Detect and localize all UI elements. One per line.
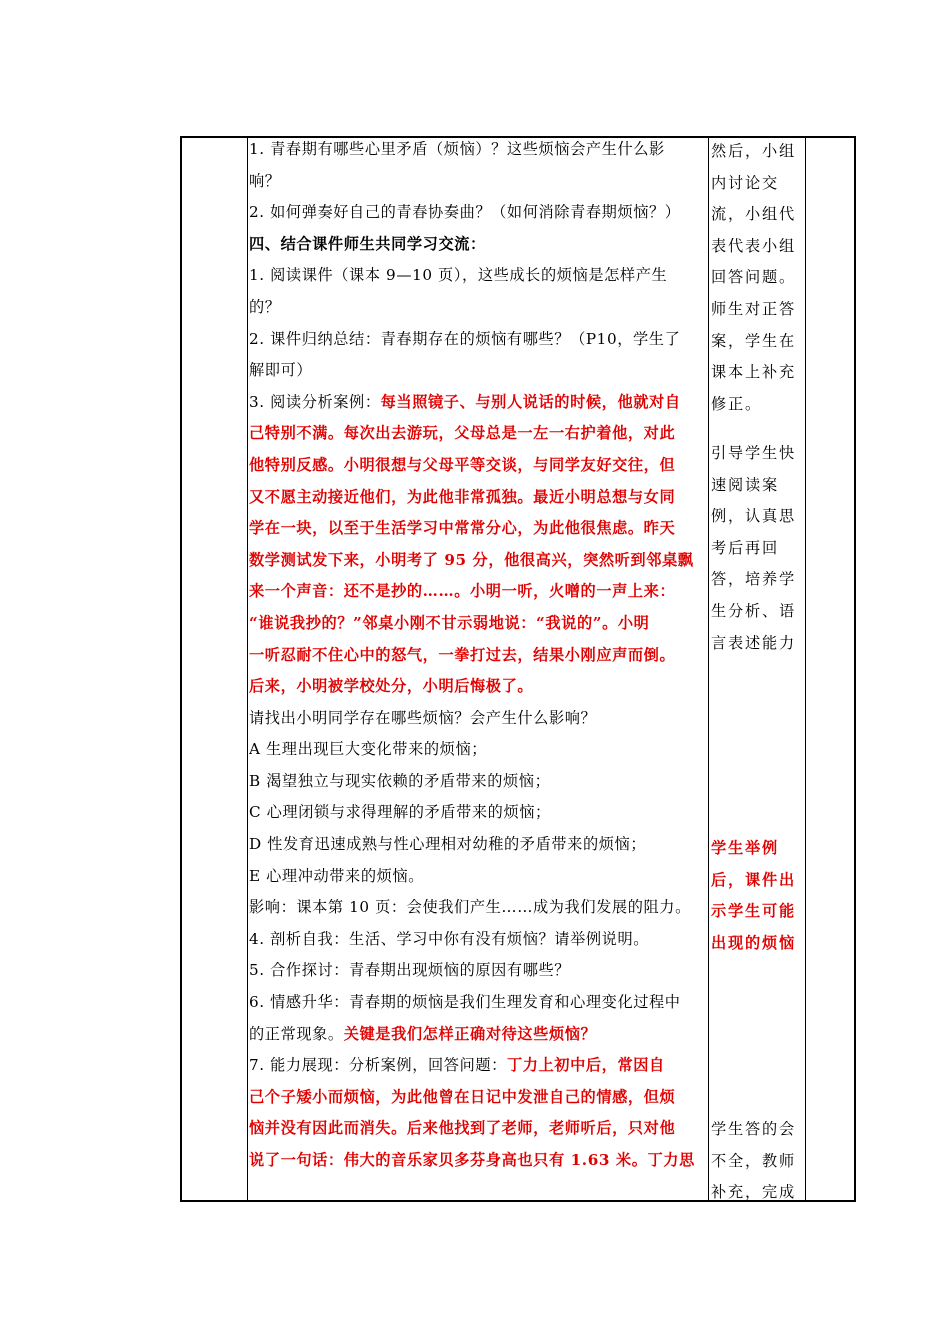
activity-line: 示学生可能 <box>711 902 796 921</box>
activity-line: 补充，完成 <box>711 1183 796 1202</box>
content-line: 响？ <box>249 171 281 190</box>
activity-line: 速阅读案 <box>711 475 779 494</box>
activity-column <box>711 1114 804 1209</box>
option-line: A 生理出现巨大变化带来的烦恼； <box>249 740 488 759</box>
case-text: “谁说我抄的？”邻桌小刚不甘示弱地说：“我说的”。小明 <box>249 613 650 632</box>
case-text: 他特别反感。小明很想与父母平等交谈，与同学友好交往，但 <box>249 455 676 474</box>
activity-line: 考后再回 <box>711 538 779 557</box>
key-question: 关键是我们怎样正确对待这些烦恼？ <box>343 1024 597 1043</box>
activity-column <box>711 136 804 420</box>
activity-line: 课本上补充 <box>711 363 796 382</box>
content-text: 7. 能力展现：分析案例，回答问题： <box>249 1056 507 1075</box>
case-text: 来一个声音：还不是抄的……。小明一听，火噌的一声上来： <box>249 582 676 601</box>
section-heading: 四、结合课件师生共同学习交流： <box>249 234 486 253</box>
content-text: 3. 阅读分析案例： <box>249 392 381 411</box>
activity-line: 引导学生快 <box>711 444 796 462</box>
content-line: 4. 剖析自我：生活、学习中你有没有烦恼？请举例说明。 <box>249 929 650 948</box>
activity-line: 后，课件出 <box>711 870 796 889</box>
activity-column <box>711 438 804 659</box>
activity-line: 生分析、语 <box>711 601 796 620</box>
content-line <box>249 1050 709 1082</box>
content-line: 1. 青春期有哪些心里矛盾（烦恼）？这些烦恼会产生什么影 <box>249 140 665 158</box>
activity-line: 流，小组代 <box>711 205 796 224</box>
content-line: 的？ <box>249 297 281 316</box>
content-line <box>249 387 709 419</box>
content-line: 请找出小明同学存在哪些烦恼？会产生什么影响？ <box>249 708 597 727</box>
activity-line: 学生举例 <box>711 839 779 857</box>
activity-line: 师生对正答 <box>711 299 796 318</box>
teaching-content-column <box>249 134 709 1177</box>
content-line: 解即可） <box>249 361 313 380</box>
case-text: 说了一句话：伟大的音乐家贝多芬身高也只有 1.63 米。丁力思 <box>249 1151 695 1169</box>
content-line: 5. 合作探讨：青春期出现烦恼的原因有哪些？ <box>249 961 571 980</box>
content-text: 的正常现象。 <box>249 1024 344 1043</box>
content-line: 2. 如何弹奏好自己的青春协奏曲？（如何消除青春期烦恼？） <box>249 203 681 222</box>
case-text: 又不愿主动接近他们，为此他非常孤独。最近小明总想与女同 <box>249 487 676 506</box>
content-line: 1. 阅读课件（课本 9—10 页），这些成长的烦恼是怎样产生 <box>249 266 668 285</box>
case-text: 己特别不满。每次出去游玩，父母总是一左一右护着他，对此 <box>249 424 676 443</box>
content-line: 影响：课本第 10 页：会使我们产生……成为我们发展的阻力。 <box>249 898 691 917</box>
case-text: 每当照镜子、与别人说话的时候，他就对自 <box>380 392 681 411</box>
case-text: 后来，小明被学校处分，小明后悔极了。 <box>249 677 534 696</box>
activity-line: 表代表小组 <box>711 236 796 255</box>
case-text: 己个子矮小而烦恼，为此他曾在日记中发泄自己的情感，但烦 <box>249 1087 676 1106</box>
column-divider <box>805 138 806 1200</box>
option-line: B 渴望独立与现实依赖的矛盾带来的烦恼； <box>249 771 551 790</box>
activity-line: 言表述能力 <box>711 633 796 652</box>
content-line <box>249 1019 709 1051</box>
activity-line: 案，学生在 <box>711 331 796 350</box>
activity-column <box>711 833 804 959</box>
option-line: C 心理闭锁与求得理解的矛盾带来的烦恼； <box>249 803 551 822</box>
case-text: 丁力上初中后，常因自 <box>506 1056 665 1075</box>
content-line: 2. 课件归纳总结：青春期存在的烦恼有哪些？（P10，学生了 <box>249 329 681 348</box>
activity-line: 出现的烦恼 <box>711 933 796 952</box>
activity-line: 修正。 <box>711 394 762 413</box>
activity-line: 例，认真思 <box>711 507 796 526</box>
case-text: 数学测试发下来，小明考了 95 分，他很高兴，突然听到邻桌飘 <box>249 550 694 569</box>
case-text: 学在一块，以至于生活学习中常常分心，为此他很焦虑。昨天 <box>249 519 676 538</box>
activity-line: 内讨论交 <box>711 173 779 192</box>
case-text: 一听忍耐不住心中的怒气，一拳打过去，结果小刚应声而倒。 <box>249 645 676 664</box>
case-text: 恼并没有因此而消失。后来他找到了老师，老师听后，只对他 <box>249 1119 676 1138</box>
lesson-table <box>180 136 856 1202</box>
activity-line: 回答问题。 <box>711 268 796 287</box>
activity-line: 不全，教师 <box>711 1151 796 1170</box>
column-divider <box>247 138 248 1200</box>
activity-line: 然后，小组 <box>711 142 796 160</box>
activity-line: 答，培养学 <box>711 570 796 589</box>
content-line: 6. 情感升华：青春期的烦恼是我们生理发育和心理变化过程中 <box>249 993 681 1012</box>
activity-line: 学生答的会 <box>711 1120 796 1138</box>
option-line: E 心理冲动带来的烦恼。 <box>249 866 424 885</box>
option-line: D 性发育迅速成熟与性心理相对幼稚的矛盾带来的烦恼； <box>249 835 647 854</box>
